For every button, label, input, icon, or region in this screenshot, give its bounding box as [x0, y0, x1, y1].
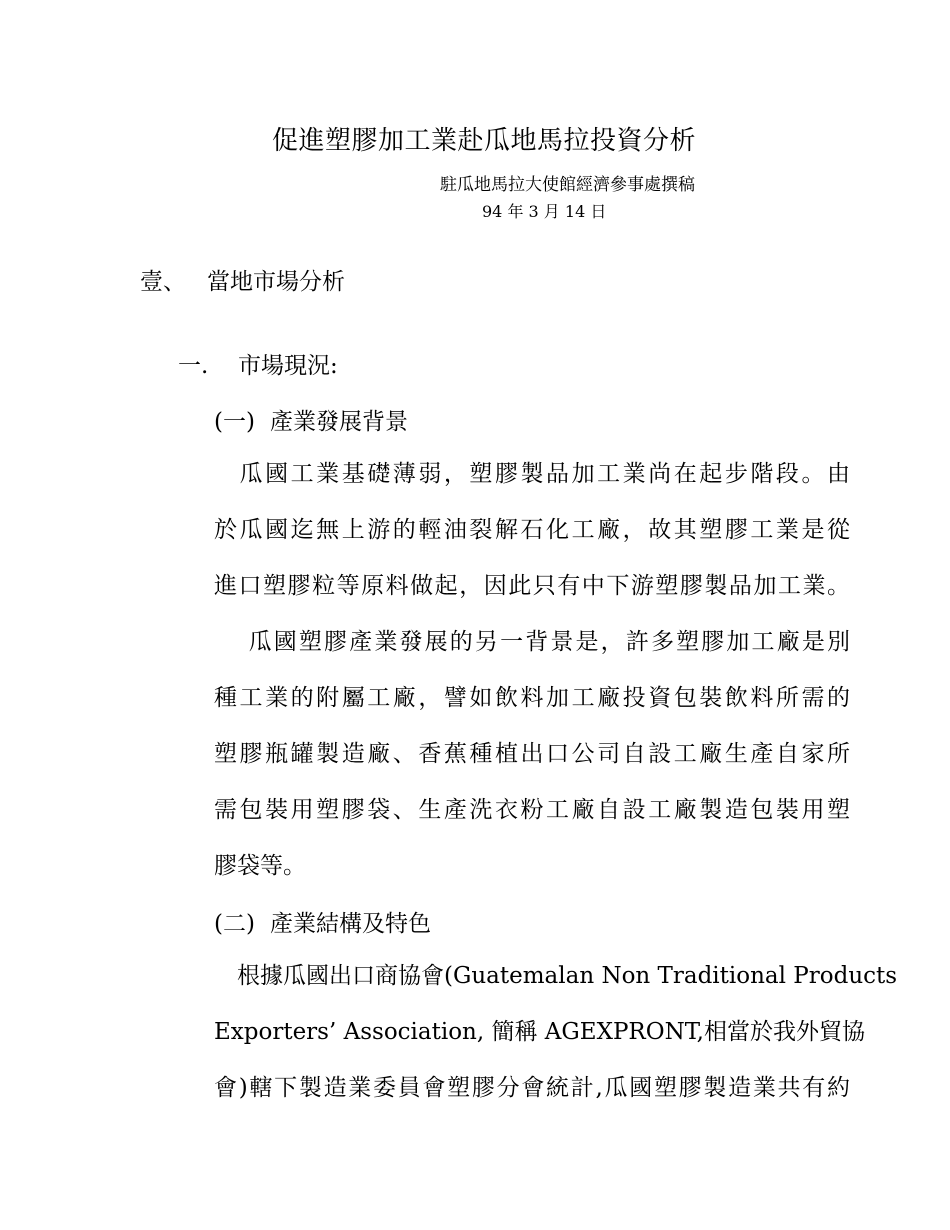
item1-title: 產業發展背景 [270, 409, 408, 435]
paragraph-line: 種工業的附屬工廠，譬如飲料加工廠投資包裝飲料所需的 [214, 685, 850, 711]
section-marker: 壹、 [140, 269, 186, 295]
paragraph-line: 於瓜國迄無上游的輕油裂解石化工廠，故其塑膠工業是從 [214, 517, 850, 543]
subsection-title: 市場現況: [238, 353, 338, 379]
paragraph-line: 膠袋等。 [214, 853, 306, 879]
document-author: 駐瓜地馬拉大使館經濟參事處撰稿 [440, 175, 695, 195]
item1-marker: (一) [214, 409, 255, 435]
paragraph-line: 需包裝用塑膠袋、生產洗衣粉工廠自設工廠製造包裝用塑 [214, 797, 850, 823]
paragraph-line: 進口塑膠粒等原料做起，因此只有中下游塑膠製品加工業。 [214, 573, 850, 599]
paragraph-line: 根據瓜國出口商協會(Guatemalan Non Traditional Products [214, 963, 898, 989]
paragraph-line: 會)轄下製造業委員會塑膠分會統計,瓜國塑膠製造業共有約 [214, 1075, 850, 1101]
paragraph-line: Exporters’ Association, 簡稱 AGEXPRONT,相當於我外貿協 [214, 1019, 865, 1045]
item2-title: 產業結構及特色 [270, 911, 431, 937]
document-date: 94 年 3 月 14 日 [482, 202, 607, 221]
document-title: 促進塑膠加工業赴瓜地馬拉投資分析 [272, 126, 697, 156]
paragraph-line: 瓜國塑膠產業發展的另一背景是，許多塑膠加工廠是別 [214, 629, 850, 655]
section-title: 當地市場分析 [207, 269, 345, 295]
paragraph-line: 塑膠瓶罐製造廠、香蕉種植出口公司自設工廠生產自家所 [214, 741, 850, 767]
item2-marker: (二) [214, 911, 255, 937]
subsection-marker: 一. [178, 353, 209, 379]
paragraph-line: 瓜國工業基礎薄弱，塑膠製品加工業尚在起步階段。由 [214, 461, 850, 487]
